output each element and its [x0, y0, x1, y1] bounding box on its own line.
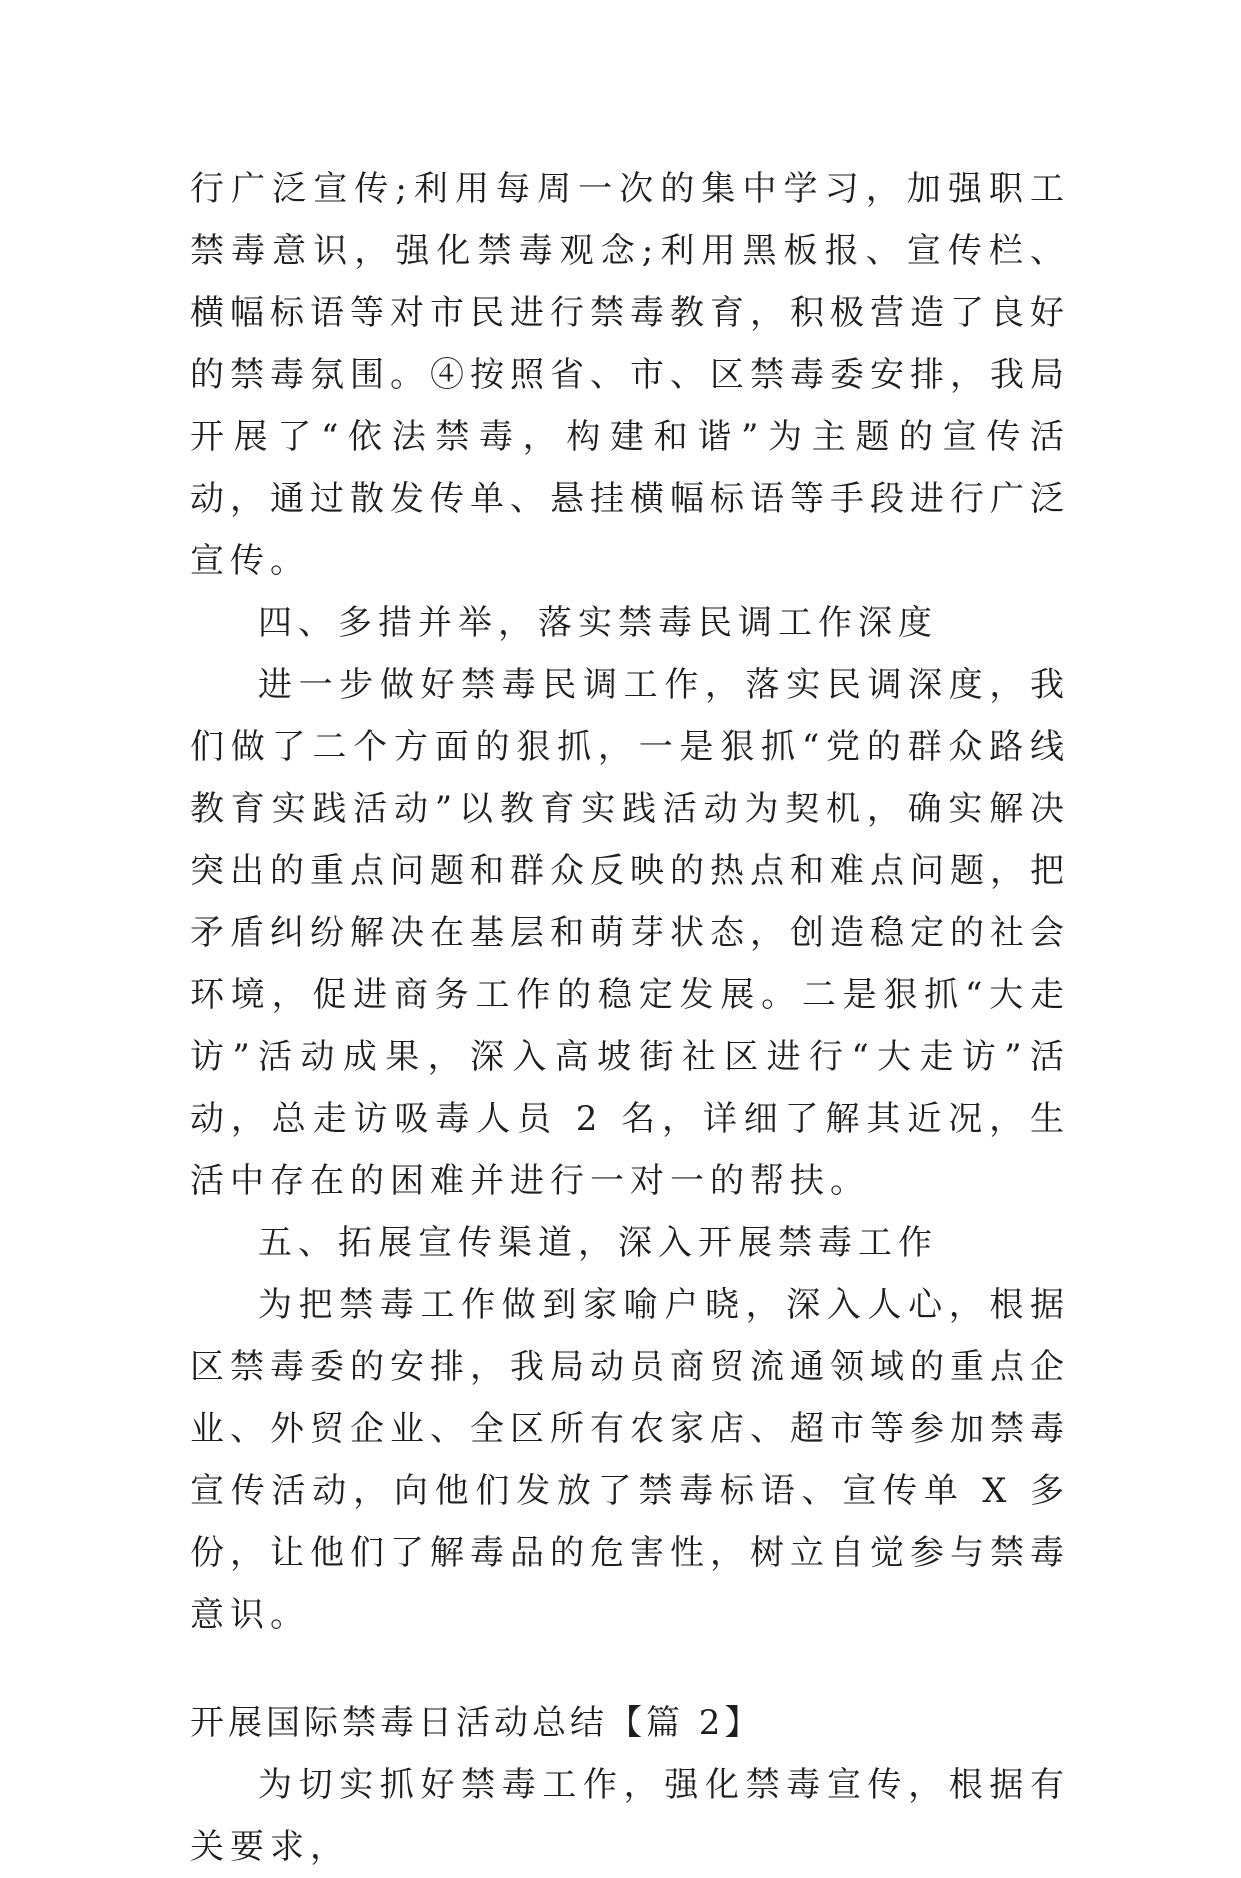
section-heading-five: 五、拓展宣传渠道，深入开展禁毒工作: [258, 1223, 938, 1263]
paragraph-propaganda-continued: 行广泛宣传;利用每周一次的集中学习，加强职工禁毒意识，强化禁毒观念;利用黑板报、宣传栏、横幅标语等对市民进行禁毒教育，积极营造了良好的禁毒氛围。④按照省、市、区禁毒委安排，我局开展了“依法禁毒，构建和谐”为主题的宣传活动，通过散发传单、悬挂横幅标语等手段进行广泛宣传。: [190, 169, 1070, 581]
section-spacer: [190, 1646, 1070, 1692]
paragraph-expand-channels: 为把禁毒工作做到家喻户晓，深入人心，根据区禁毒委的安排，我局动员商贸流通领域的重点企业、外贸企业、全区所有农家店、超市等参加禁毒宣传活动，向他们发放了禁毒标语、宣传单 X 多份，让他们了解毒品的危害性，树立自觉参与禁毒意识。: [190, 1285, 1070, 1635]
document-body: [190, 158, 1070, 1878]
paragraph-part-2-intro: 为切实抓好禁毒工作，强化禁毒宣传，根据有关要求，: [190, 1765, 1070, 1867]
section-heading-four: 四、多措并举，落实禁毒民调工作深度: [258, 603, 938, 643]
paragraph-civil-mediation: 进一步做好禁毒民调工作，落实民调深度，我们做了二个方面的狠抓，一是狠抓“党的群众路线教育实践活动”以教育实践活动为契机，确实解决突出的重点问题和群众反映的热点和难点问题，把矛盾纠纷解决在基层和萌芽状态，创造稳定的社会环境，促进商务工作的稳定发展。二是狠抓“大走访”活动成果，深入高坡街社区进行“大走访”活动，总走访吸毒人员 2 名，详细了解其近况，生活中存在的困难并进行一对一的帮扶。: [190, 665, 1070, 1201]
article-title-part-2: 开展国际禁毒日活动总结【篇 2】: [190, 1703, 763, 1743]
